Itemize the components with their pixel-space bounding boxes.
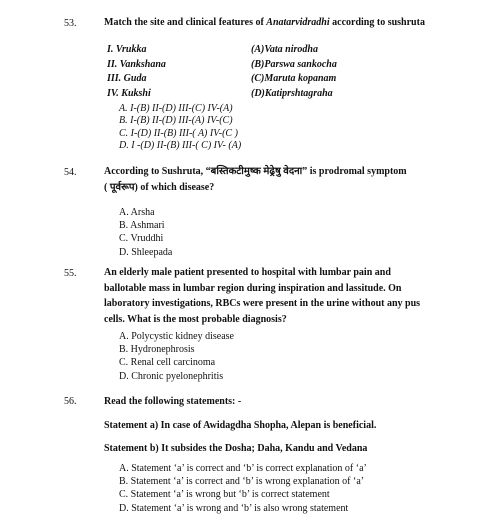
match-table [107, 43, 407, 101]
option-d: D. I -(D) II-(B) III-( C) IV- (A) [119, 139, 242, 151]
option-c: C. Renal cell carcinoma [119, 357, 216, 369]
option-c: C. Statement ‘a’ is wrong but ‘b’ is correct statement [119, 489, 330, 501]
feature-item: (D)Katiprshtagraha [251, 87, 333, 99]
options-list [119, 206, 172, 259]
options-list [119, 462, 367, 515]
option-b: B. Hydronephrosis [119, 344, 195, 356]
site-item: III. Guda [107, 73, 147, 84]
statement-b: Statement b) It subsides the Dosha; Daha, Kandu and Vedana [104, 443, 368, 454]
question-number: 53. [64, 18, 77, 29]
question-number: 54. [64, 167, 77, 178]
option-c: C. I-(D) II-(B) III-( A) IV-(C ) [119, 127, 238, 139]
option-d: D. Chronic pyelonephritis [119, 370, 224, 382]
option-a: A. Arsha [119, 207, 155, 218]
question-text: Read the following statements: - [104, 396, 242, 407]
option-b: B. I-(B) II-(D) III-(A) IV-(C) [119, 115, 233, 127]
option-b: B. Ashmari [119, 220, 165, 232]
feature-item: (B)Parswa sankocha [251, 58, 337, 70]
option-a: A. I-(B) II-(D) III-(C) IV-(A) [119, 103, 233, 114]
question-number: 55. [64, 268, 77, 279]
option-c: C. Vruddhi [119, 233, 164, 245]
question-text: According to Sushruta, “बस्तिकटीमुष्क मेढ्रेषु वेदना” is prodromal symptom ( पूर्वरूप) of which disease? [104, 166, 407, 193]
option-a: A. Statement ‘a’ is correct and ‘b’ is correct explanation of ‘a’ [119, 463, 367, 474]
feature-item: (C)Maruta kopanam [251, 73, 337, 84]
statement-a: Statement a) In case of Awidagdha Shopha, Alepan is beneficial. [104, 420, 377, 431]
option-d: D. Statement ‘a’ is wrong and ‘b’ is also wrong statement [119, 502, 349, 514]
question-number: 56. [64, 396, 77, 407]
option-b: B. Statement ‘a’ is correct and ‘b’ is wrong explanation of ‘a’ [119, 476, 365, 488]
site-item: II. Vankshana [107, 58, 166, 70]
site-item: I. Vrukka [107, 44, 147, 55]
question-text: Match the site and clinical features of Anatarvidradhi according to sushruta [104, 17, 425, 28]
site-item: IV. Kukshi [107, 87, 151, 99]
options-list [119, 330, 234, 383]
question-text: An elderly male patient presented to hospital with lumbar pain and ballotable mass in lumbar region during inspiration and lassitude. On laboratory investigations, RBCs were present in the urine without any pus cells. What is the most probable diagnosis? [104, 267, 421, 325]
options-list [119, 103, 241, 152]
option-a: A. Polycystic kidney disease [119, 331, 234, 342]
option-d: D. Shleepada [119, 246, 173, 258]
feature-item: (A)Vata nirodha [251, 44, 318, 55]
